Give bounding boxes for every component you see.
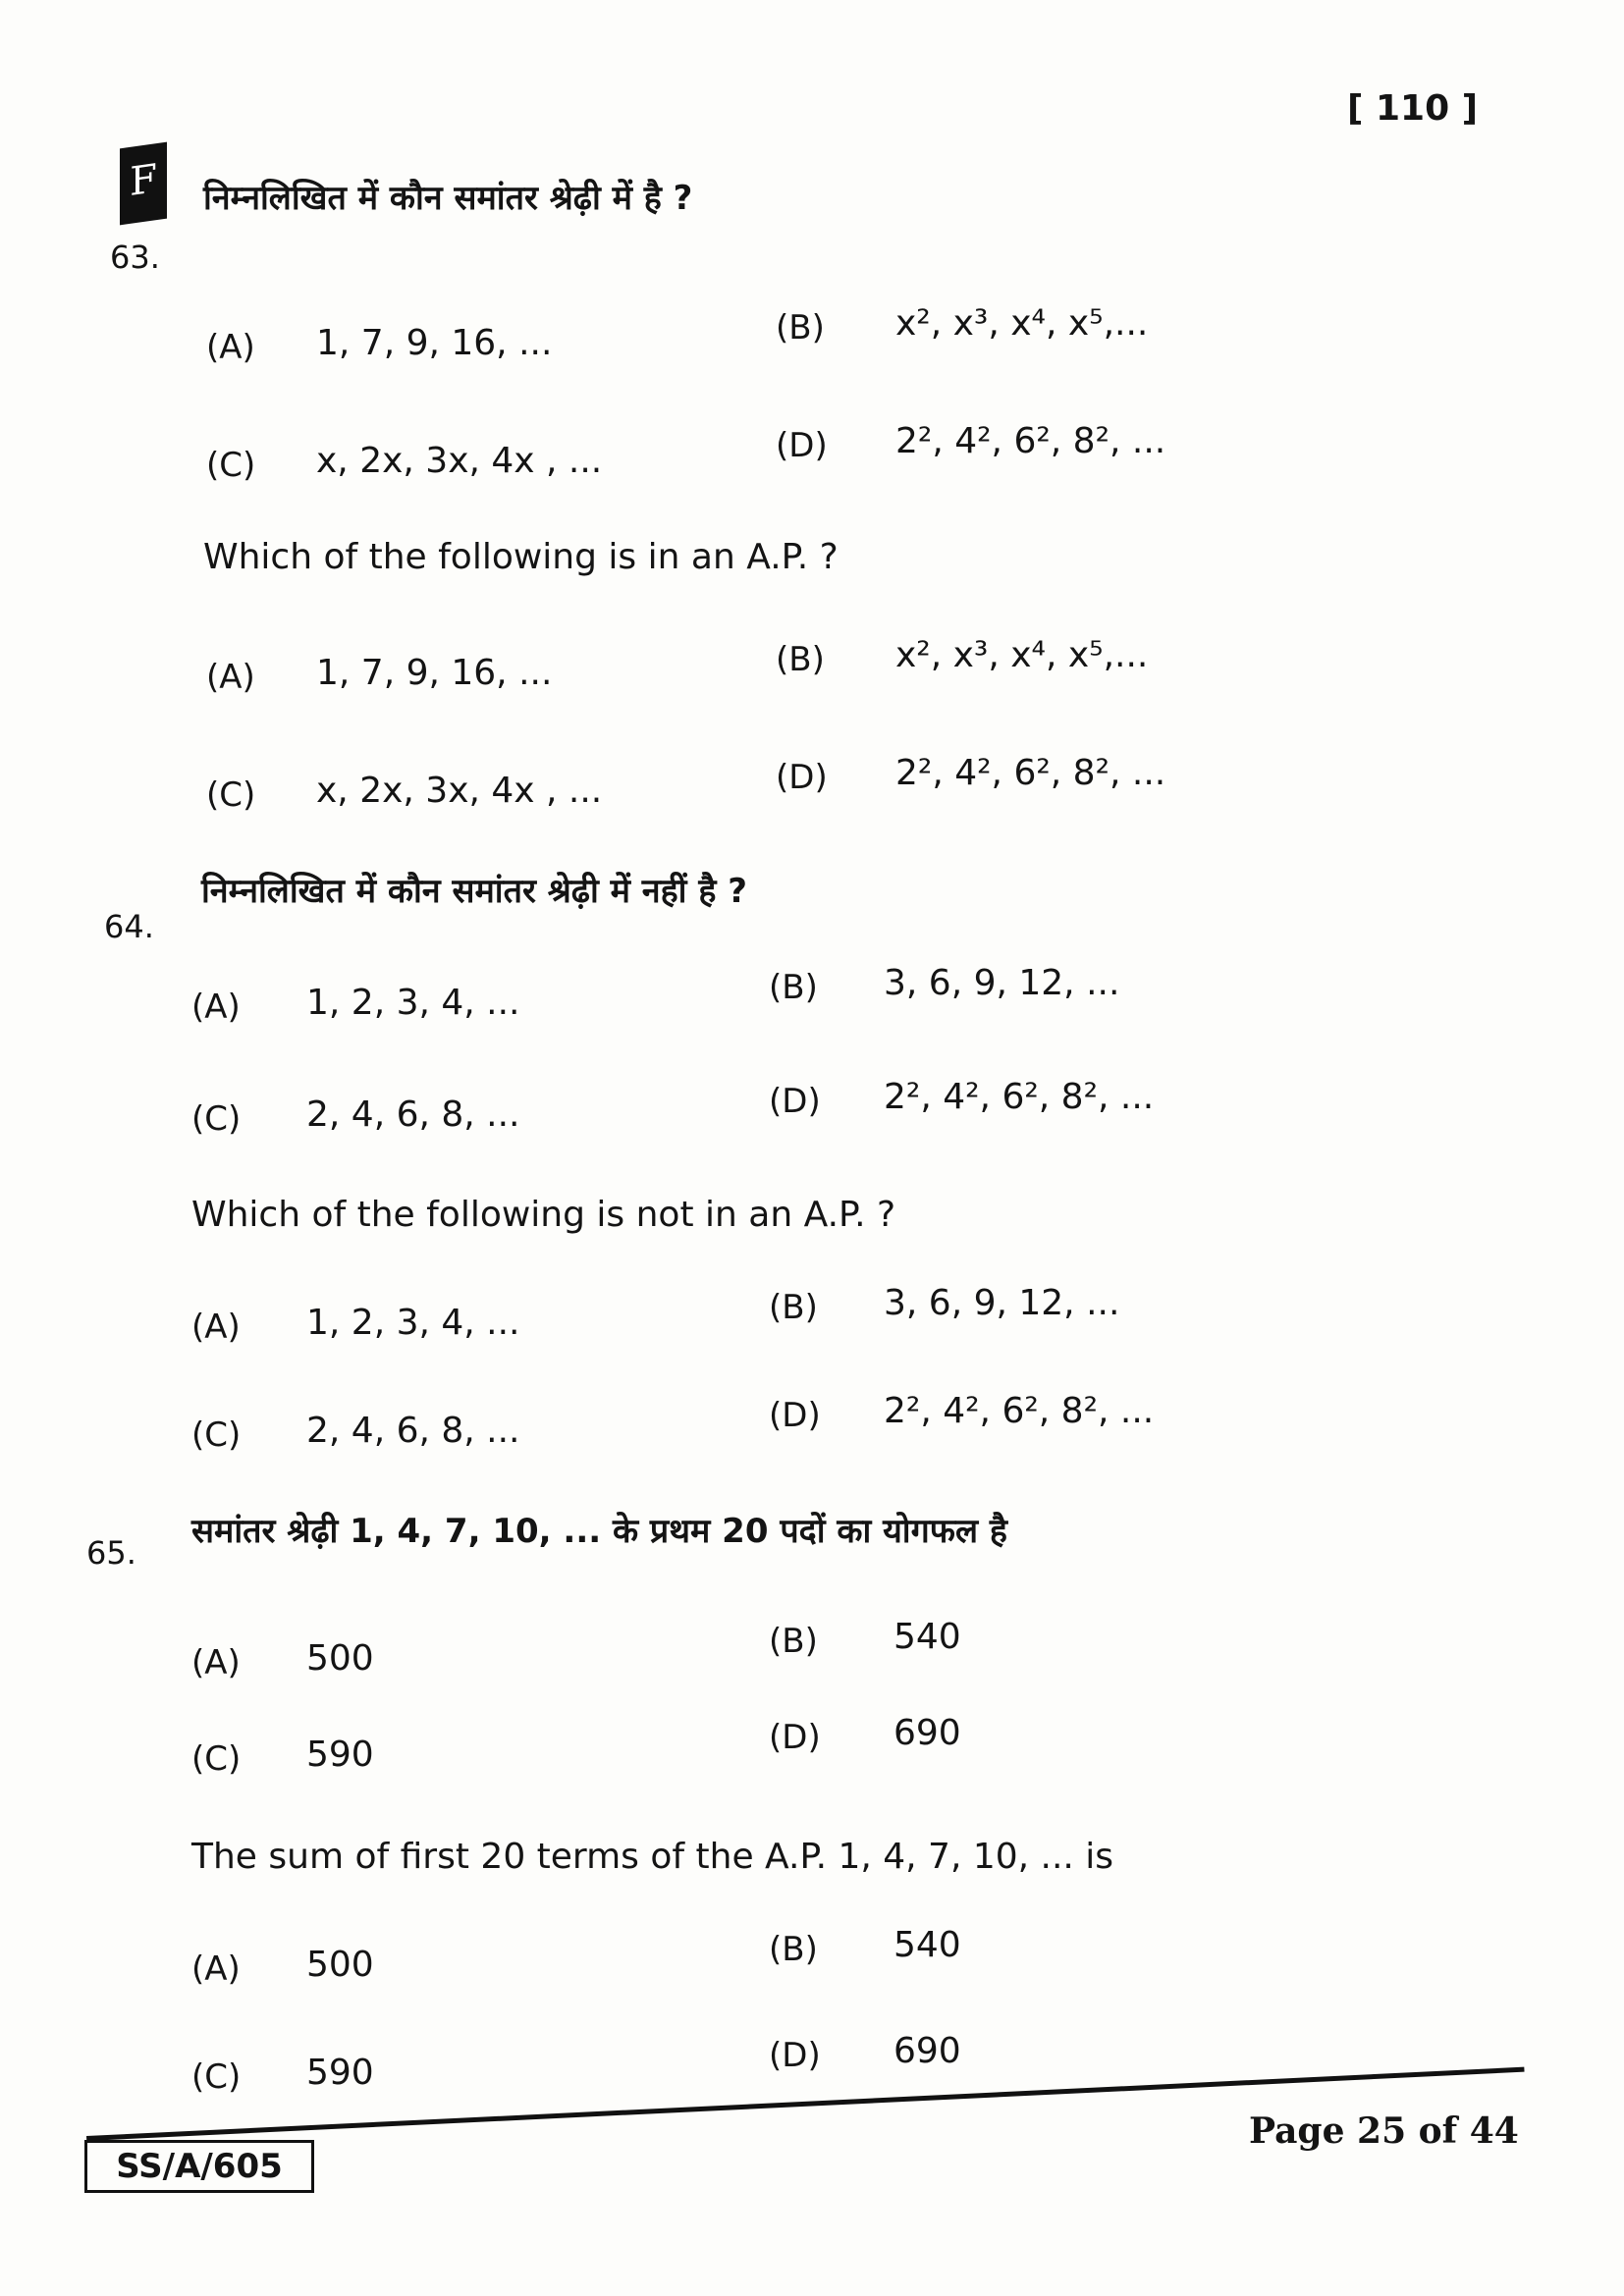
question-text-english: The sum of first 20 terms of the A.P. 1, 4, 7, 10, ... is	[191, 1837, 1114, 1877]
option-text: 690	[893, 1713, 961, 1753]
option-label: (C)	[206, 775, 256, 815]
question-number: 63.	[110, 239, 160, 276]
question-number: 65.	[86, 1534, 136, 1572]
option-label: (C)	[191, 1739, 242, 1779]
option-text: 1, 2, 3, 4, ...	[306, 983, 520, 1023]
option-label: (C)	[191, 1415, 242, 1455]
question-number: 64.	[104, 908, 154, 945]
option-label: (B)	[769, 1930, 818, 1969]
question-text-english: Which of the following is in an A.P. ?	[203, 537, 839, 577]
option-text: 590	[306, 1735, 374, 1775]
option-label: (B)	[769, 1622, 818, 1661]
option-text: 3, 6, 9, 12, ...	[884, 1283, 1120, 1323]
option-label: (B)	[776, 308, 825, 347]
option-label: (D)	[769, 1396, 821, 1435]
question-text-english: Which of the following is not in an A.P. ?	[191, 1195, 896, 1235]
option-text: 590	[306, 2053, 374, 2093]
option-label: (C)	[191, 2057, 242, 2097]
question-text-hindi: समांतर श्रेढ़ी 1, 4, 7, 10, ... के प्रथम 20 पदों का योगफल है	[191, 1512, 1007, 1551]
option-text: 2², 4², 6², 8², ...	[884, 1077, 1155, 1117]
option-text: 2², 4², 6², 8², ...	[895, 421, 1166, 461]
set-badge: F	[120, 142, 167, 226]
option-text: x, 2x, 3x, 4x , ...	[316, 771, 603, 811]
option-text: 1, 7, 9, 16, ...	[316, 323, 553, 363]
option-text: 690	[893, 2031, 961, 2071]
question-text-hindi: निम्नलिखित में कौन समांतर श्रेढ़ी में नहीं है ?	[201, 872, 747, 911]
option-text: 2, 4, 6, 8, ...	[306, 1411, 520, 1451]
option-label: (C)	[191, 1099, 242, 1139]
option-label: (D)	[769, 1718, 821, 1757]
option-label: (A)	[191, 988, 241, 1027]
option-text: x, 2x, 3x, 4x , ...	[316, 441, 603, 481]
option-text: 500	[306, 1638, 374, 1679]
option-label: (B)	[769, 1288, 818, 1327]
option-text: 540	[893, 1617, 961, 1657]
option-label: (A)	[191, 1643, 241, 1682]
option-text: 1, 2, 3, 4, ...	[306, 1303, 520, 1343]
option-text: 540	[893, 1925, 961, 1965]
option-text: 2², 4², 6², 8², ...	[884, 1391, 1155, 1431]
option-label: (B)	[769, 968, 818, 1007]
option-label: (D)	[776, 426, 828, 465]
paper-code: SS/A/605	[84, 2140, 314, 2193]
option-text: x², x³, x⁴, x⁵,...	[895, 303, 1149, 344]
option-label: (D)	[769, 1082, 821, 1121]
option-label: (B)	[776, 640, 825, 679]
page-number: Page 25 of 44	[1249, 2110, 1519, 2152]
option-label: (A)	[191, 1308, 241, 1347]
question-text-hindi: निम्नलिखित में कौन समांतर श्रेढ़ी में है ?	[203, 179, 693, 218]
option-text: x², x³, x⁴, x⁵,...	[895, 635, 1149, 675]
option-text: 3, 6, 9, 12, ...	[884, 963, 1120, 1003]
option-text: 1, 7, 9, 16, ...	[316, 653, 553, 693]
option-label: (A)	[206, 328, 255, 367]
option-text: 2², 4², 6², 8², ...	[895, 753, 1166, 793]
option-text: 2, 4, 6, 8, ...	[306, 1095, 520, 1135]
option-label: (A)	[206, 658, 255, 697]
option-label: (A)	[191, 1949, 241, 1989]
option-label: (C)	[206, 446, 256, 485]
option-text: 500	[306, 1945, 374, 1985]
option-label: (D)	[776, 758, 828, 797]
option-label: (D)	[769, 2036, 821, 2075]
page-marker: [ 110 ]	[1347, 88, 1479, 129]
